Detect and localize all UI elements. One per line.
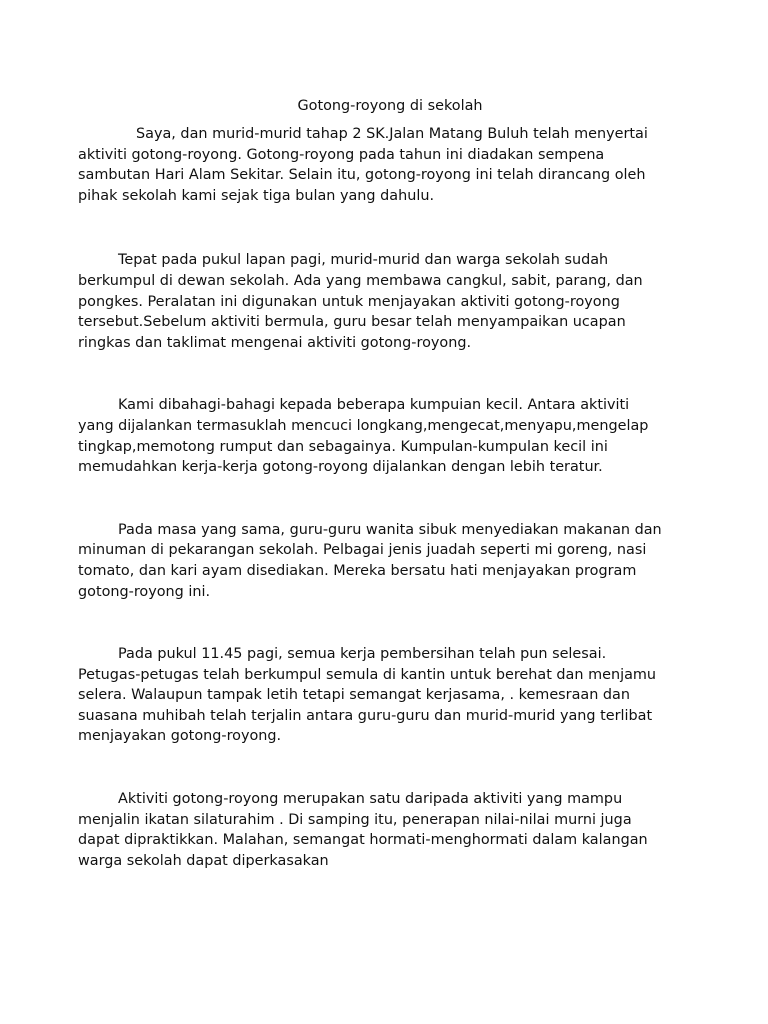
- paragraph-2: [78, 250, 702, 353]
- paragraph-line: ringkas dan taklimat mengenai aktiviti gotong-royong.: [78, 334, 472, 351]
- paragraph-line: minuman di pekarangan sekolah. Pelbagai jenis juadah seperti mi goreng, nasi: [78, 542, 647, 559]
- paragraph-3: [78, 395, 702, 477]
- paragraph-line: gotong-royong ini.: [78, 583, 211, 600]
- paragraph-line: selera. Walaupun tampak letih tetapi semangat kerjasama, . kemesraan dan: [78, 687, 630, 704]
- paragraph-line: sambutan Hari Alam Sekitar. Selain itu, gotong-royong ini telah dirancang oleh: [78, 167, 646, 184]
- paragraph-line: tomato, dan kari ayam disediakan. Mereka bersatu hati menjayakan program: [78, 562, 637, 579]
- paragraph-line: tingkap,memotong rumput dan sebagainya. Kumpulan-kumpulan kecil ini: [78, 438, 608, 455]
- document-title: Gotong-royong di sekolah: [297, 98, 483, 114]
- document-page: [78, 96, 702, 871]
- paragraph-line: Kami dibahagi-bahagi kepada beberapa kumpuian kecil. Antara aktiviti: [118, 397, 630, 414]
- paragraph-line: Tepat pada pukul lapan pagi, murid-murid dan warga sekolah sudah: [118, 252, 609, 269]
- paragraph-line: Saya, dan murid-murid tahap 2 SK.Jalan Matang Buluh telah menyertai: [136, 126, 648, 142]
- paragraph-line: pihak sekolah kami sejak tiga bulan yang dahulu.: [78, 187, 435, 204]
- paragraph-line: aktiviti gotong-royong. Gotong-royong pada tahun ini diadakan sempena: [78, 146, 605, 163]
- paragraph-line: Pada pukul 11.45 pagi, semua kerja pembersihan telah pun selesai.: [118, 646, 607, 663]
- paragraph-line: warga sekolah dapat diperkasakan: [78, 852, 329, 869]
- paragraph-line: Aktiviti gotong-royong merupakan satu daripada aktiviti yang mampu: [118, 791, 623, 808]
- paragraph-line: pongkes. Peralatan ini digunakan untuk menjayakan aktiviti gotong-royong: [78, 293, 620, 310]
- paragraph-line: berkumpul di dewan sekolah. Ada yang membawa cangkul, sabit, parang, dan: [78, 272, 643, 289]
- paragraph-line: memudahkan kerja-kerja gotong-royong dijalankan dengan lebih teratur.: [78, 459, 603, 476]
- paragraph-line: Pada masa yang sama, guru-guru wanita sibuk menyediakan makanan dan: [118, 521, 662, 538]
- paragraph-6: [78, 789, 702, 871]
- paragraph-line: Petugas-petugas telah berkumpul semula di kantin untuk berehat dan menjamu: [78, 666, 657, 683]
- paragraph-line: suasana muhibah telah terjalin antara guru-guru dan murid-murid yang terlibat: [78, 707, 653, 724]
- paragraph-5: [78, 644, 702, 747]
- paragraph-line: menjayakan gotong-royong.: [78, 728, 282, 745]
- paragraph-line: yang dijalankan termasuklah mencuci longkang,mengecat,menyapu,mengelap: [78, 417, 649, 434]
- paragraph-line: dapat dipraktikkan. Malahan, semangat hormati-menghormati dalam kalangan: [78, 832, 648, 849]
- paragraph-4: [78, 520, 702, 602]
- paragraph-line: menjalin ikatan silaturahim . Di samping itu, penerapan nilai-nilai murni juga: [78, 811, 632, 828]
- paragraph-line: tersebut.Sebelum aktiviti bermula, guru besar telah menyampaikan ucapan: [78, 314, 626, 331]
- paragraph-1: [78, 124, 702, 206]
